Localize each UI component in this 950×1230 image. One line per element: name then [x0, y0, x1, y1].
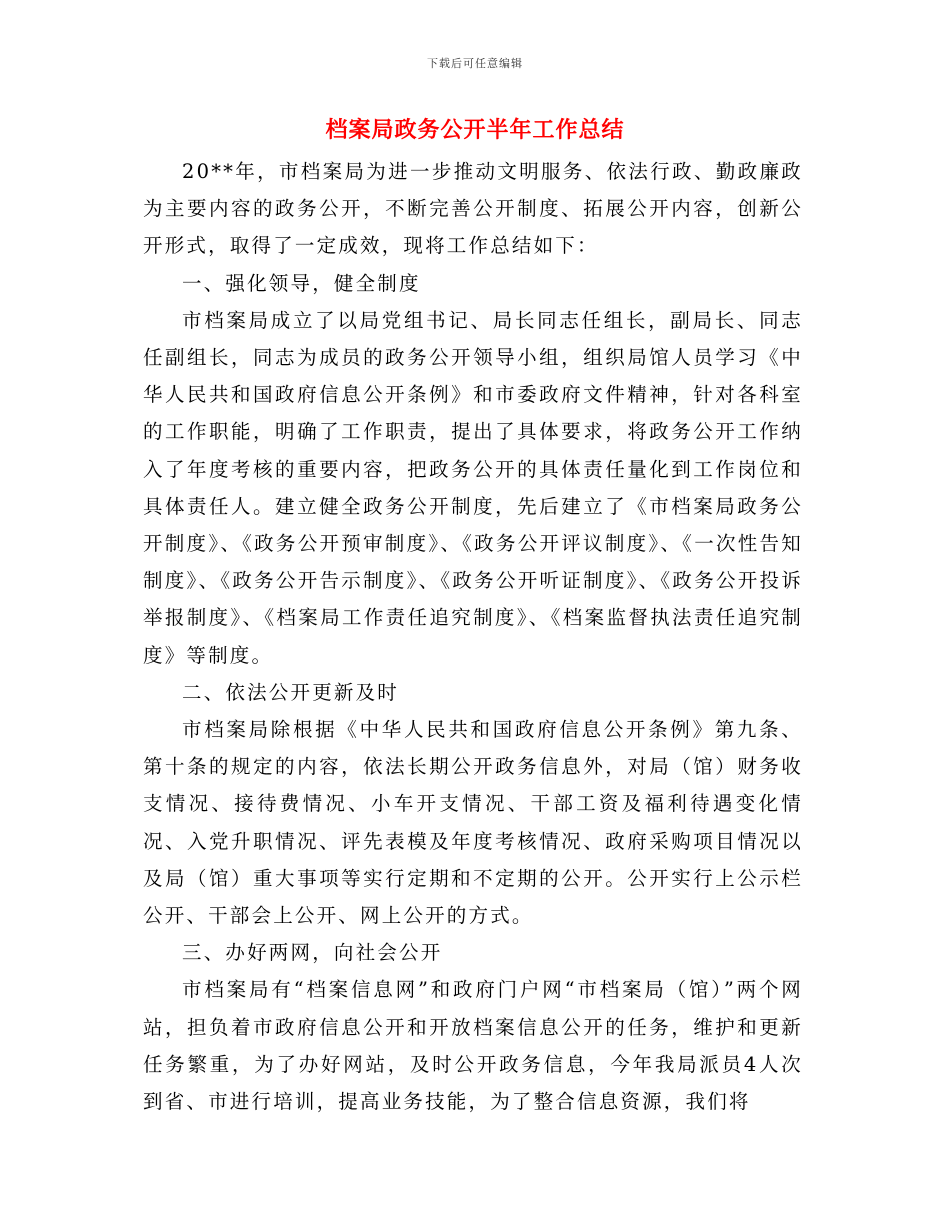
document-body: [143, 153, 803, 1120]
paragraph-section-2: 市档案局除根据《中华人民共和国政府信息公开条例》第九条、第十条的规定的内容，依法长期公开政务信息外，对局（馆）财务收支情况、接待费情况、小车开支情况、干部工资及福利待遇变化情况、入党升职情况、评先表模及年度考核情况、政府采购项目情况以及局（馆）重大事项等实行定期和不定期的公开。公开实行上公示栏公开、干部会上公开、网上公开的方式。: [143, 718, 803, 928]
paragraph-section-1: 市档案局成立了以局党组书记、局长同志任组长，副局长、同志任副组长，同志为成员的政务公开领导小组，组织局馆人员学习《中华人民共和国政府信息公开条例》和市委政府文件精神，针对各科室的工作职能，明确了工作职责，提出了具体要求，将政务公开工作纳入了年度考核的重要内容，把政务公开的具体责任量化到工作岗位和具体责任人。建立健全政务公开制度，先后建立了《市档案局政务公开制度》、《政务公开预审制度》、《政务公开评议制度》、《一次性告知制度》、《政务公开告示制度》、《政务公开听证制度》、《政务公开投诉举报制度》、《档案局工作责任追究制度》、《档案监督执法责任追究制度》等制度。: [143, 308, 803, 667]
document-title: 档案局政务公开半年工作总结: [325, 117, 625, 143]
paragraph-section-3: 市档案局有“档案信息网”和政府门户网“市档案局（馆）”两个网站，担负着市政府信息公开和开放档案信息公开的任务，维护和更新任务繁重，为了办好网站，及时公开政务信息，今年我局派员4人次到省、市进行培训，提高业务技能，为了整合信息资源，我们将: [143, 978, 803, 1114]
section-heading-2: 二、依法公开更新及时: [182, 680, 400, 704]
paragraph-intro: 20**年，市档案局为进一步推动文明服务、依法行政、勤政廉政为主要内容的政务公开，不断完善公开制度、拓展公开内容，创新公开形式，取得了一定成效，现将工作总结如下：: [143, 160, 803, 258]
section-heading-3: 三、办好两网，向社会公开: [182, 941, 443, 965]
page-header-note: 下载后可任意编辑: [427, 57, 523, 70]
section-heading-1: 一、强化领导，健全制度: [182, 271, 421, 295]
